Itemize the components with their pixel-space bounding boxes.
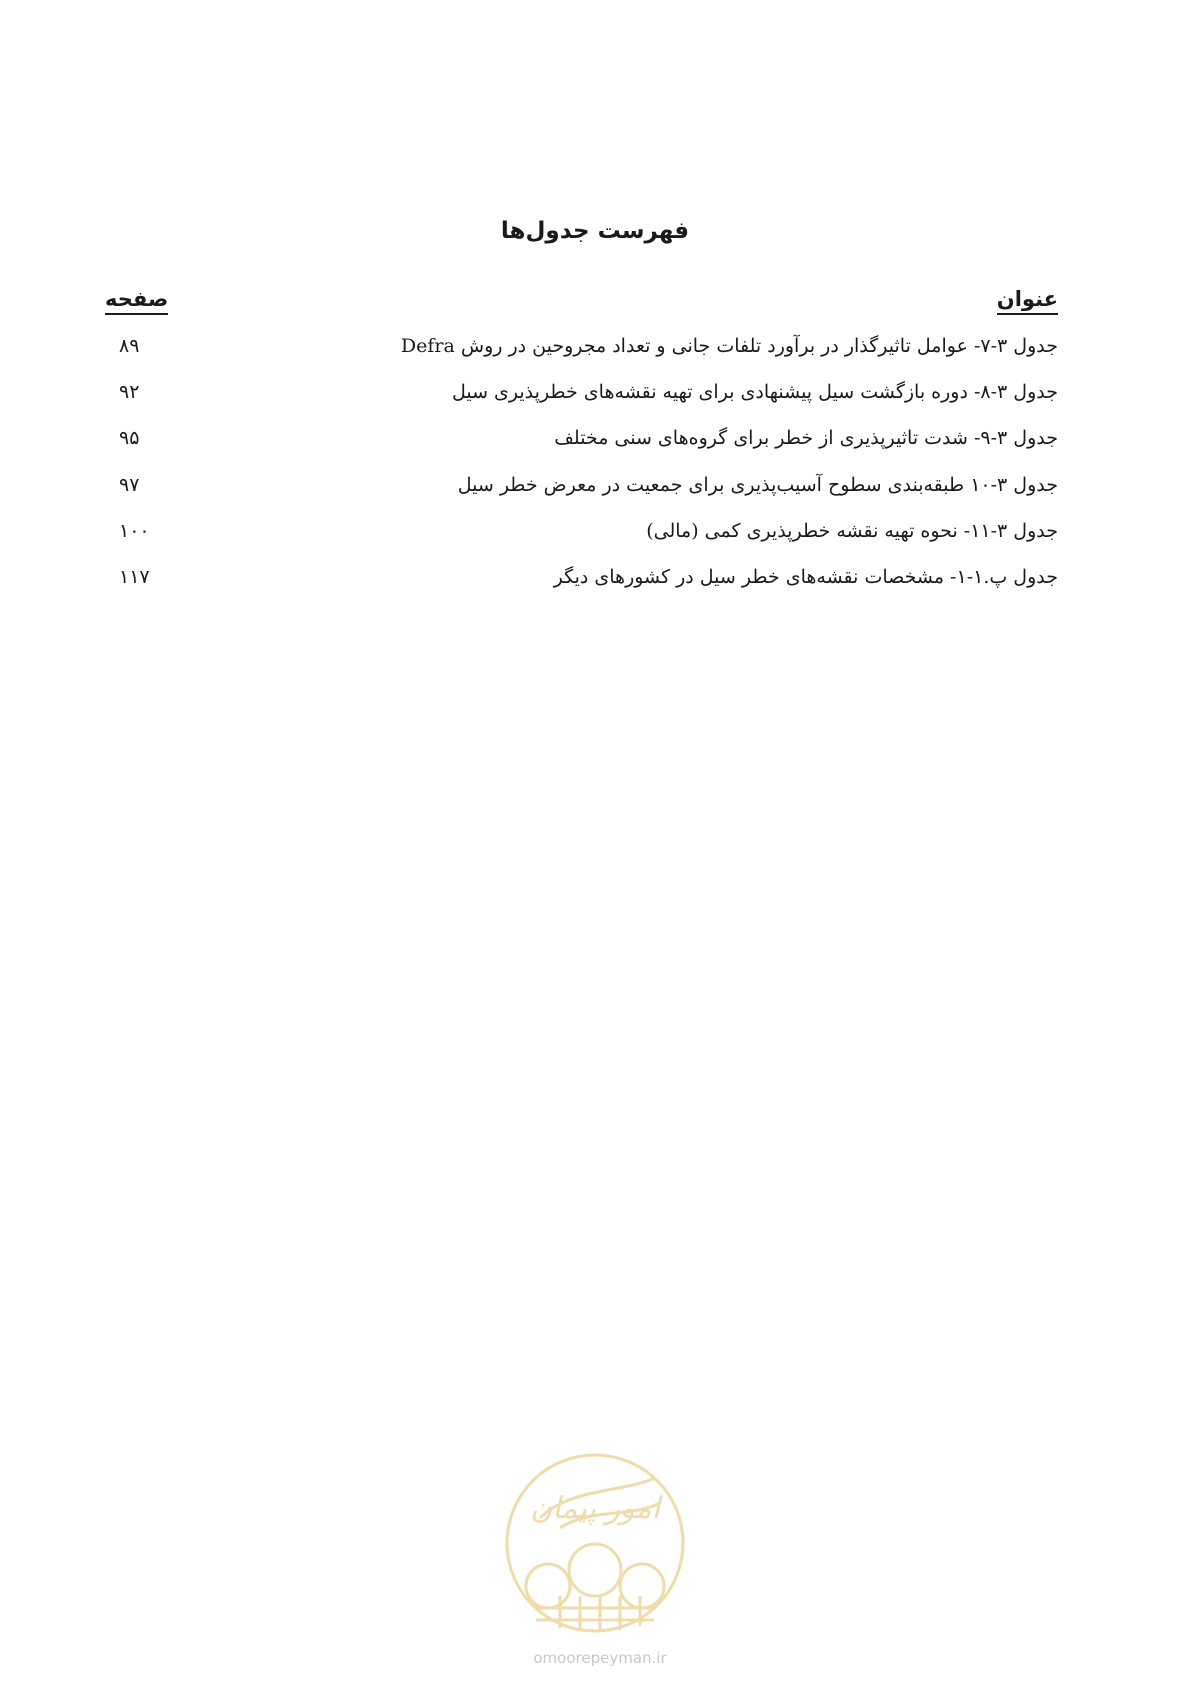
column-header-title: عنوان [997, 286, 1058, 315]
toc-entry-title: جدول ۳-۱۰ طبقه‌بندی سطوح آسیب‌پذیری برای جمعیت در معرض خطر سیل [457, 473, 1058, 496]
toc-list [105, 331, 1058, 608]
toc-row[interactable] [105, 516, 1058, 562]
toc-row[interactable] [105, 331, 1058, 377]
toc-row[interactable] [105, 423, 1058, 469]
page-title: فهرست جدول‌ها [500, 218, 690, 244]
toc-entry-page: ۹۷ [119, 473, 140, 496]
toc-entry-page: ۹۲ [119, 381, 140, 404]
column-header-page: صفحه [105, 286, 168, 315]
toc-row[interactable] [105, 470, 1058, 516]
watermark-logo [500, 1448, 690, 1648]
toc-entry-page: ۱۰۰ [119, 519, 150, 542]
watermark-logo-text: امور پیمان [530, 1491, 660, 1526]
toc-row[interactable] [105, 562, 1058, 608]
toc-entry-page: ۹۵ [119, 427, 140, 450]
toc-entry-title: جدول ۳-۱۱- نحوه تهیه نقشه خطرپذیری کمی (مالی) [646, 519, 1058, 542]
toc-entry-page: ۸۹ [119, 335, 140, 357]
toc-entry-title: جدول ۳-۷- عوامل تاثیرگذار در برآورد تلفات جانی و تعداد مجروحین در روش Defra [400, 335, 1058, 357]
toc-entry-title: جدول ۳-۹- شدت تاثیرپذیری از خطر برای گروه‌های سنی مختلف [554, 427, 1058, 450]
toc-entry-title: جدول پ.۱-۱- مشخصات نقشه‌های خطر سیل در کشورهای دیگر [553, 565, 1058, 588]
toc-row[interactable] [105, 377, 1058, 423]
toc-entry-title: جدول ۳-۸- دوره بازگشت سیل پیشنهادی برای تهیه نقشه‌های خطرپذیری سیل [451, 381, 1058, 404]
toc-entry-page: ۱۱۷ [119, 565, 150, 588]
watermark-url: omoorepeyman.ir [533, 1649, 667, 1667]
